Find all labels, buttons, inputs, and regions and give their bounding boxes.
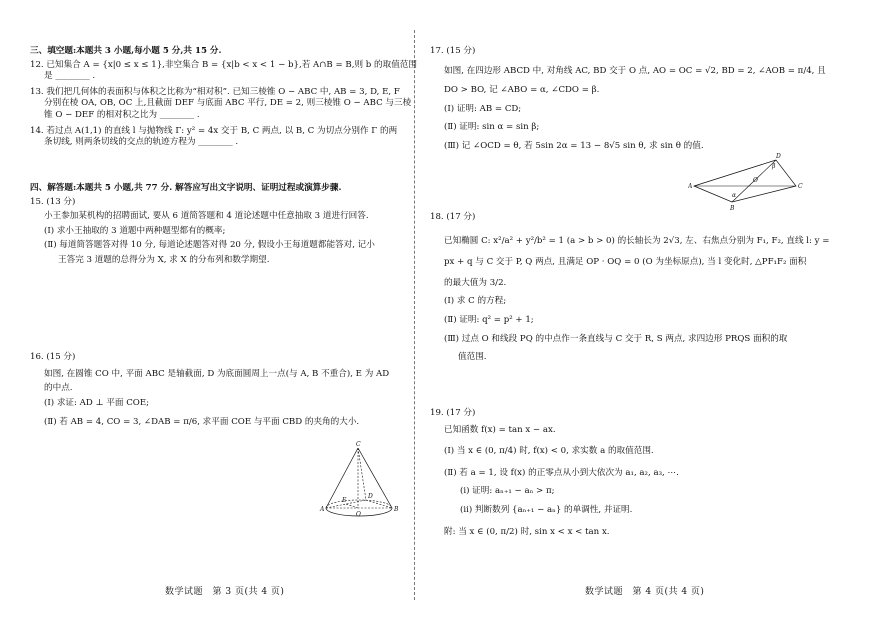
question-18: 18. (17 分) 已知椭圆 C: x²/a² + y²/b² = 1 (a > b > 0) 的长轴长为 2√3, 左、右焦点分别为 F₁, F₂, 直线 l: y = px + q 与 C 交于 P, Q 两点, 且满足 OP · OQ = 0 (O 为坐标原点), 当 l 变化时, △PF₁F₂ 面积 的最大值为 3/2. (Ⅰ) 求 C 的方程; (Ⅱ) 证明: q² = p² + 1; (Ⅲ) 过点 O 和线段 PQ 的中点作一条直线与 C 交于 R, S 两点, 求四边形 PRQS 面积的取 值范围.: [430, 212, 830, 363]
cone-label-d: D: [368, 493, 373, 500]
right-page-footer: 数学试题 第 4 页(共 4 页): [585, 587, 705, 597]
answer-section-title: 四、解答题:本题共 5 小题,共 77 分. 解答应写出文字说明、证明过程或演算步骤.: [30, 183, 342, 193]
quad-label-b: B: [730, 205, 735, 212]
question-14: 14. 若过点 A(1,1) 的直线 l 与抛物线 Γ: y² = 4x 交于 B, C 两点, 以 B, C 为切点分别作 Γ 的两 条切线, 则两条切线的交点的轨迹方程为 ________ .: [30, 125, 398, 148]
question-19: 19. (17 分) 已知函数 f(x) = tan x − ax. (Ⅰ) 当 x ∈ (0, π/4) 时, f(x) < 0, 求实数 a 的取值范围. (Ⅱ) 若 a = 1, 设 f(x) 的正零点从小到大依次为 a₁, a₂, a₃, ⋯. (ⅰ) 证明: aₙ₊₁ − aₙ > π; (ⅱ) 判断数列 {aₙ₊₁ − aₙ} 的单调性, 并证明. 附: 当 x ∈ (0, π/2) 时, sin x < x < tan x.: [430, 408, 679, 537]
cone-label-c: C: [356, 441, 361, 448]
answer-section: [30, 183, 375, 267]
quad-label-alpha: α: [732, 192, 737, 199]
question-13: 13. 我们把几何体的表面积与体积之比称为“相对积”. 已知三棱锥 O − ABC 中, AB = 3, D, E, F 分别在棱 OA, OB, OC 上,且截面 DEF 与底面 ABC 平行, DE = 2, 则三棱锥 O − ABC 与三棱 锥 O − DEF 的相对积之比为 ________ .: [30, 86, 412, 120]
cone-label-o: O: [356, 511, 361, 518]
right-page: [420, 0, 870, 630]
cone-label-b: B: [394, 506, 399, 513]
fill-section-title: 三、填空题:本题共 3 小题,每小题 5 分,共 15 分.: [30, 46, 222, 56]
cone-label-a: A: [320, 506, 325, 513]
quad-label-d: D: [776, 153, 781, 160]
question-15: 15. (13 分) 小王参加某机构的招聘面试, 要从 6 道简答题和 4 道论述题中任意抽取 3 道进行回答. (Ⅰ) 求小王抽取的 3 道题中两种题型都有的概率; (Ⅱ) 每道简答题答对得 10 分, 每道论述题答对得 20 分, 假设小王每道题都能答对, 记小 王答完 3 道题的总得分为 X, 求 X 的分布列和数学期望.: [30, 196, 375, 265]
left-page-footer: 数学试题 第 3 页(共 4 页): [165, 587, 285, 597]
quad-label-beta: β: [772, 163, 776, 170]
question-17: 17. (15 分) 如图, 在四边形 ABCD 中, 对角线 AC, BD 交于 O 点, AO = OC = √2, BD = 2, ∠AOB = π/4, 且 DO > BO, 记 ∠ABO = α, ∠CDO = β. (Ⅰ) 证明: AB = CD; (Ⅱ) 证明: sin α = sin β; (Ⅲ) 记 ∠OCD = θ, 若 5sin 2α = 13 − 8√5 sin θ, 求 sin θ 的值.: [430, 46, 826, 151]
quad-label-c: C: [798, 183, 803, 190]
cone-label-e: E: [342, 497, 347, 504]
cone-figure: [318, 440, 408, 520]
question-12: 12. 已知集合 A = {x|0 ≤ x ≤ 1},非空集合 B = {x|b < x < 1 − b},若 A∩B = B,则 b 的取值范围 是 ________ .: [30, 59, 417, 82]
fill-in-section: [30, 46, 417, 149]
question-16: 16. (15 分) 如图, 在圆锥 CO 中, 平面 ABC 是轴截面, D 为底面圆周上一点(与 A, B 不重合), E 为 AD 的中点. (Ⅰ) 求证: AD ⊥ 平面 COE; (Ⅱ) 若 AB = 4, CO = 3, ∠DAB = π/6, 求平面 COE 与平面 CBD 的夹角的大小.: [30, 352, 390, 428]
quad-label-a: A: [688, 183, 693, 190]
quad-label-o: O: [753, 177, 758, 184]
left-page: [0, 0, 417, 630]
quadrilateral-figure: [688, 152, 808, 212]
